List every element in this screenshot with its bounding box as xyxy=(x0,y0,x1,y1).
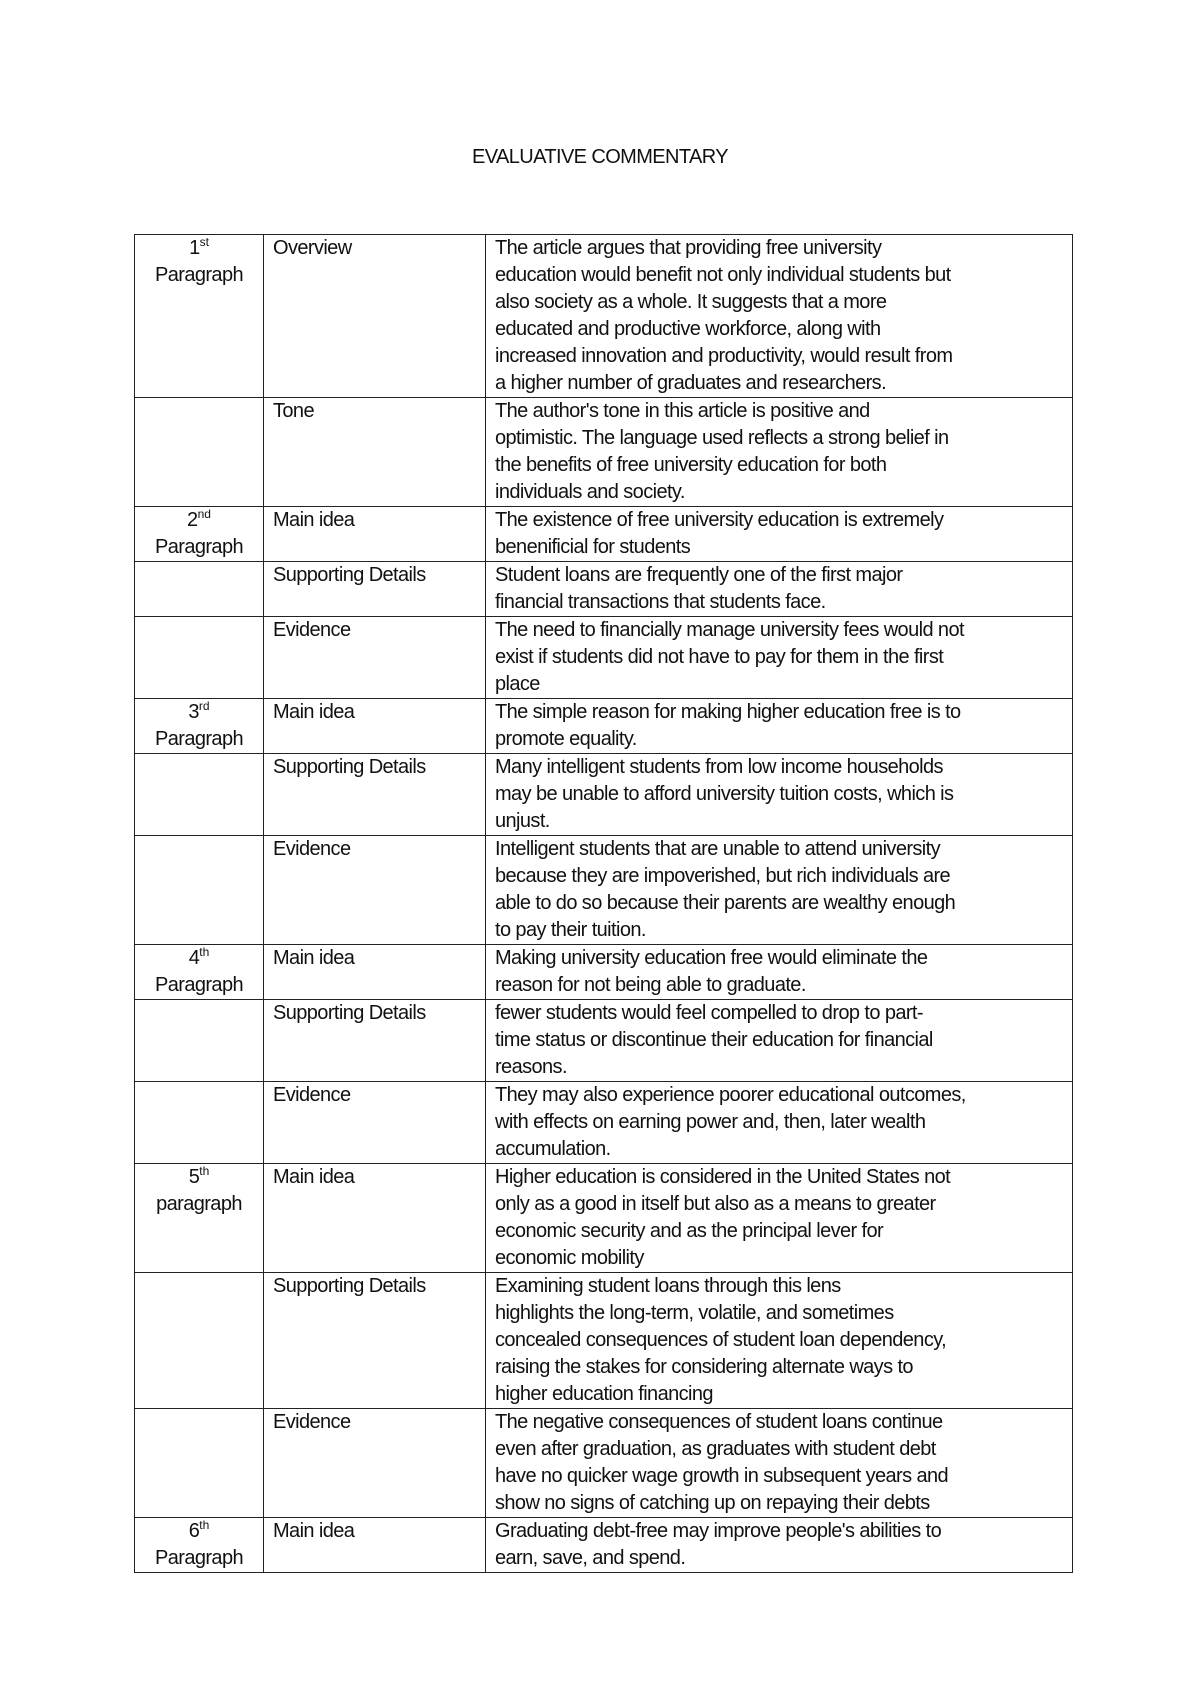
paragraph-ordinal-suffix: rd xyxy=(198,699,210,713)
commentary-line: accumulation. xyxy=(495,1138,611,1160)
commentary-line: They may also experience poorer educational outcomes, xyxy=(495,1084,966,1106)
paragraph-cell xyxy=(135,617,264,699)
paragraph-word: Paragraph xyxy=(155,728,243,750)
commentary-line: unjust. xyxy=(495,810,550,832)
paragraph-cell xyxy=(135,398,264,507)
paragraph-word: Paragraph xyxy=(155,1547,243,1569)
aspect-cell: Supporting Details xyxy=(264,754,486,836)
aspect-cell: Evidence xyxy=(264,1082,486,1164)
commentary-line: The author's tone in this article is positive and xyxy=(495,400,870,422)
aspect-cell: Evidence xyxy=(264,617,486,699)
table-row xyxy=(135,836,1073,945)
paragraph-ordinal-suffix: th xyxy=(199,1518,210,1532)
commentary-line: higher education financing xyxy=(495,1383,713,1405)
paragraph-cell xyxy=(135,1273,264,1409)
commentary-cell xyxy=(486,1518,1073,1573)
commentary-line: optimistic. The language used reflects a strong belief in xyxy=(495,427,949,449)
paragraph-ordinal xyxy=(137,699,261,726)
aspect-cell: Evidence xyxy=(264,836,486,945)
commentary-line: to pay their tuition. xyxy=(495,919,646,941)
commentary-line: highlights the long-term, volatile, and sometimes xyxy=(495,1302,894,1324)
commentary-cell xyxy=(486,1273,1073,1409)
table-body xyxy=(135,235,1073,1573)
commentary-line: increased innovation and productivity, would result from xyxy=(495,345,953,367)
paragraph-number: 3 xyxy=(188,701,199,723)
aspect-cell: Evidence xyxy=(264,1409,486,1518)
table-row xyxy=(135,1164,1073,1273)
commentary-line: The simple reason for making higher education free is to xyxy=(495,701,961,723)
paragraph-cell xyxy=(135,1164,264,1273)
commentary-line: able to do so because their parents are wealthy enough xyxy=(495,892,956,914)
paragraph-cell xyxy=(135,562,264,617)
commentary-line: financial transactions that students face. xyxy=(495,591,826,613)
aspect-cell: Supporting Details xyxy=(264,1273,486,1409)
aspect-cell: Tone xyxy=(264,398,486,507)
paragraph-ordinal-suffix: st xyxy=(199,235,209,249)
paragraph-ordinal xyxy=(137,235,261,262)
paragraph-word: paragraph xyxy=(156,1193,242,1215)
commentary-line: only as a good in itself but also as a means to greater xyxy=(495,1193,936,1215)
commentary-line: individuals and society. xyxy=(495,481,685,503)
commentary-line: place xyxy=(495,673,540,695)
commentary-cell xyxy=(486,617,1073,699)
commentary-line: also society as a whole. It suggests that a more xyxy=(495,291,887,313)
table-row xyxy=(135,1082,1073,1164)
paragraph-cell xyxy=(135,1518,264,1573)
table-row xyxy=(135,1409,1073,1518)
commentary-line: earn, save, and spend. xyxy=(495,1547,686,1569)
paragraph-ordinal xyxy=(137,1518,261,1545)
commentary-cell xyxy=(486,1000,1073,1082)
commentary-line: show no signs of catching up on repaying their debts xyxy=(495,1492,930,1514)
table-row xyxy=(135,398,1073,507)
commentary-table xyxy=(134,234,1073,1573)
commentary-line: educated and productive workforce, along with xyxy=(495,318,881,340)
paragraph-ordinal-suffix: nd xyxy=(197,507,211,521)
commentary-line: Examining student loans through this lens xyxy=(495,1275,841,1297)
commentary-line: Making university education free would eliminate the xyxy=(495,947,928,969)
commentary-line: with effects on earning power and, then, later wealth xyxy=(495,1111,926,1133)
paragraph-cell xyxy=(135,1000,264,1082)
aspect-cell: Supporting Details xyxy=(264,562,486,617)
commentary-cell xyxy=(486,398,1073,507)
aspect-cell: Main idea xyxy=(264,1164,486,1273)
paragraph-ordinal xyxy=(137,945,261,972)
paragraph-number: 1 xyxy=(189,237,200,259)
paragraph-word: Paragraph xyxy=(155,264,243,286)
commentary-cell xyxy=(486,699,1073,754)
paragraph-number: 6 xyxy=(188,1520,200,1542)
paragraph-cell xyxy=(135,836,264,945)
table-row xyxy=(135,235,1073,398)
paragraph-word: Paragraph xyxy=(155,974,243,996)
commentary-line: Student loans are frequently one of the first major xyxy=(495,564,903,586)
commentary-line: time status or discontinue their education for financial xyxy=(495,1029,933,1051)
commentary-line: education would benefit not only individual students but xyxy=(495,264,951,286)
commentary-line: the benefits of free university education for both xyxy=(495,454,887,476)
paragraph-number: 2 xyxy=(187,509,198,531)
commentary-line: Many intelligent students from low income households xyxy=(495,756,943,778)
paragraph-cell xyxy=(135,235,264,398)
table-row xyxy=(135,507,1073,562)
commentary-line: economic security and as the principal lever for xyxy=(495,1220,884,1242)
commentary-line: fewer students would feel compelled to drop to part- xyxy=(495,1002,923,1024)
paragraph-cell xyxy=(135,1082,264,1164)
commentary-line: promote equality. xyxy=(495,728,637,750)
paragraph-word: Paragraph xyxy=(155,536,243,558)
table-row xyxy=(135,754,1073,836)
table-row xyxy=(135,945,1073,1000)
commentary-line: The article argues that providing free university xyxy=(495,237,882,259)
commentary-line: The negative consequences of student loans continue xyxy=(495,1411,943,1433)
table-row xyxy=(135,699,1073,754)
commentary-line: The need to financially manage university fees would not xyxy=(495,619,964,641)
paragraph-number: 4 xyxy=(188,947,200,969)
paragraph-ordinal xyxy=(137,507,261,534)
commentary-line: The existence of free university education is extremely xyxy=(495,509,944,531)
aspect-cell: Main idea xyxy=(264,699,486,754)
page-title: EVALUATIVE COMMENTARY xyxy=(472,146,728,168)
commentary-cell xyxy=(486,1082,1073,1164)
commentary-cell xyxy=(486,1164,1073,1273)
aspect-cell: Main idea xyxy=(264,945,486,1000)
table-row xyxy=(135,617,1073,699)
table-row xyxy=(135,562,1073,617)
commentary-line: even after graduation, as graduates with student debt xyxy=(495,1438,936,1460)
commentary-line: may be unable to afford university tuition costs, which is xyxy=(495,783,954,805)
paragraph-ordinal-suffix: th xyxy=(199,945,210,959)
table-row xyxy=(135,1000,1073,1082)
commentary-line: Intelligent students that are unable to attend university xyxy=(495,838,940,860)
commentary-line: because they are impoverished, but rich individuals are xyxy=(495,865,951,887)
commentary-cell xyxy=(486,836,1073,945)
aspect-cell: Supporting Details xyxy=(264,1000,486,1082)
commentary-cell xyxy=(486,1409,1073,1518)
paragraph-ordinal-suffix: th xyxy=(199,1164,210,1178)
commentary-cell xyxy=(486,754,1073,836)
commentary-line: concealed consequences of student loan dependency, xyxy=(495,1329,947,1351)
commentary-cell xyxy=(486,235,1073,398)
paragraph-cell xyxy=(135,754,264,836)
commentary-line: raising the stakes for considering alternate ways to xyxy=(495,1356,913,1378)
commentary-line: economic mobility xyxy=(495,1247,644,1269)
paragraph-cell xyxy=(135,945,264,1000)
commentary-cell xyxy=(486,562,1073,617)
commentary-line: have no quicker wage growth in subsequent years and xyxy=(495,1465,949,1487)
commentary-line: reason for not being able to graduate. xyxy=(495,974,806,996)
aspect-cell: Overview xyxy=(264,235,486,398)
paragraph-cell xyxy=(135,699,264,754)
table-row xyxy=(135,1518,1073,1573)
table-row xyxy=(135,1273,1073,1409)
commentary-line: Higher education is considered in the United States not xyxy=(495,1166,951,1188)
commentary-cell xyxy=(486,507,1073,562)
commentary-cell xyxy=(486,945,1073,1000)
paragraph-cell xyxy=(135,507,264,562)
commentary-line: a higher number of graduates and researchers. xyxy=(495,372,887,394)
aspect-cell: Main idea xyxy=(264,507,486,562)
paragraph-ordinal xyxy=(137,1164,261,1191)
commentary-line: exist if students did not have to pay for them in the first xyxy=(495,646,944,668)
aspect-cell: Main idea xyxy=(264,1518,486,1573)
paragraph-number: 5 xyxy=(188,1166,200,1188)
commentary-line: Graduating debt-free may improve people's abilities to xyxy=(495,1520,942,1542)
paragraph-cell xyxy=(135,1409,264,1518)
commentary-line: reasons. xyxy=(495,1056,567,1078)
commentary-line: benenificial for students xyxy=(495,536,691,558)
